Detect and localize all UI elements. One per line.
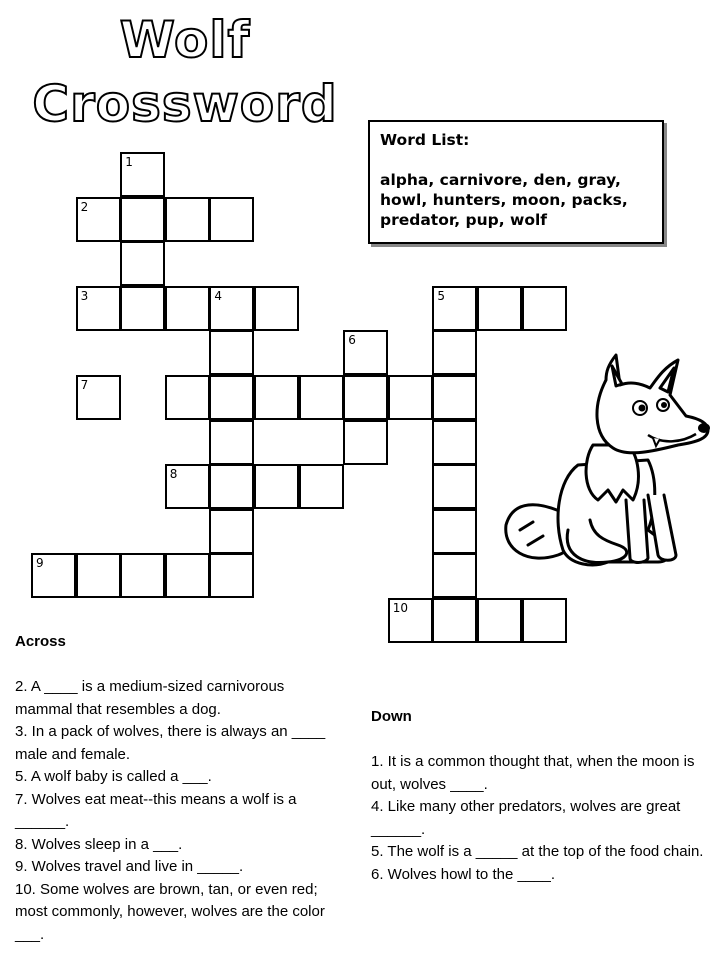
crossword-cell[interactable] [120,152,165,197]
crossword-cell[interactable] [165,464,210,509]
cell-number: 2 [80,199,89,214]
cell-number: 5 [437,288,446,303]
across-clue: 10. Some wolves are brown, tan, or even red; most commonly, however, wolves are the color ___. [15,880,325,943]
cell-number: 10 [392,601,409,615]
wolf-illustration [498,350,713,580]
page-title [30,8,340,136]
across-clue: 8. Wolves sleep in a ___. [15,835,183,853]
cell-number: 3 [80,288,89,303]
across-heading: Across [15,633,66,650]
cell-number: 1 [125,155,133,169]
crossword-cell[interactable] [432,598,477,643]
down-clue: 4. Like many other predators, wolves are great ______. [371,798,681,838]
crossword-cell[interactable] [31,553,76,598]
down-clue: 6. Wolves howl to the ____. [371,865,555,883]
crossword-cell[interactable] [432,375,477,420]
crossword-cell[interactable] [209,286,254,331]
across-clue: 3. In a pack of wolves, there is always an ____ male and female. [15,723,326,763]
cell-number: 6 [348,333,356,348]
cell-number: 9 [36,556,44,571]
crossword-cell[interactable] [209,464,254,509]
crossword-cell[interactable] [343,420,388,465]
title-line-2: Crossword [32,75,338,133]
word-list-heading: Word List: [380,131,470,149]
down-heading: Down [371,708,412,725]
crossword-cell[interactable] [522,286,567,331]
across-clue: 5. A wolf baby is called a ___. [15,768,212,785]
crossword-cell[interactable] [522,598,567,643]
word-list-words: alpha, carnivore, den, gray, howl, hunters, moon, packs, predator, pup, wolf [380,171,628,229]
down-clue: 5. The wolf is a _____ at the top of the food chain. [371,843,704,860]
word-list-box [368,120,664,244]
crossword-cell[interactable] [254,286,299,331]
crossword-cell[interactable] [76,375,121,420]
crossword-cell[interactable] [209,330,254,375]
across-clue: 2. A ____ is a medium-sized carnivorous mammal that resembles a dog. [15,678,285,718]
crossword-cell[interactable] [343,330,388,375]
crossword-cell[interactable] [209,553,254,598]
cell-number: 7 [80,378,89,392]
crossword-cell[interactable] [209,509,254,554]
crossword-cell[interactable] [120,553,165,598]
crossword-cell[interactable] [209,197,254,242]
crossword-cell[interactable] [165,375,210,420]
crossword-cell[interactable] [432,420,477,465]
across-clue: 7. Wolves eat meat--this means a wolf is a ______. [15,790,297,830]
crossword-cell[interactable] [120,241,165,286]
crossword-cell[interactable] [299,375,344,420]
crossword-cell[interactable] [343,375,388,420]
crossword-cell[interactable] [299,464,344,509]
title-line-1: Wolf [119,11,251,69]
crossword-cell[interactable] [254,464,299,509]
crossword-cell[interactable] [477,286,522,331]
cell-number: 4 [214,288,223,303]
crossword-cell[interactable] [209,420,254,465]
across-clues [15,631,345,946]
crossword-cell[interactable] [76,553,121,598]
cell-number: 8 [169,467,178,482]
across-clue: 9. Wolves travel and live in _____. [15,858,244,875]
crossword-cell[interactable] [76,286,121,331]
crossword-cell[interactable] [432,553,477,598]
crossword-cell[interactable] [388,598,433,643]
crossword-cell[interactable] [432,330,477,375]
crossword-cell[interactable] [209,375,254,420]
crossword-cell[interactable] [388,375,433,420]
crossword-cell[interactable] [254,375,299,420]
crossword-cell[interactable] [432,509,477,554]
crossword-cell[interactable] [165,286,210,331]
crossword-cell[interactable] [76,197,121,242]
crossword-cell[interactable] [432,464,477,509]
down-clue: 1. It is a common thought that, when the moon is out, wolves ____. [371,753,695,793]
crossword-cell[interactable] [477,598,522,643]
crossword-cell[interactable] [165,553,210,598]
crossword-cell[interactable] [120,197,165,242]
crossword-cell[interactable] [120,286,165,331]
crossword-cell[interactable] [165,197,210,242]
crossword-cell[interactable] [432,286,477,331]
down-clues [371,706,711,886]
